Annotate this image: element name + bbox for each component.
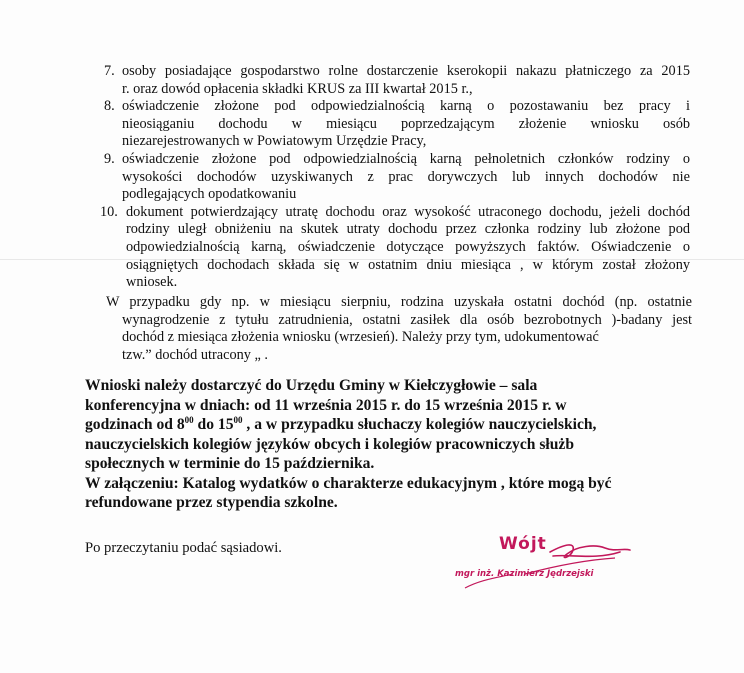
list-item [104, 151, 690, 204]
list-item-number: 7. [104, 63, 115, 79]
list-item [104, 98, 690, 151]
paragraph-line: dochód z miesiąca złożenia wniosku (wrzesień). Należy przy tym, udokumentować [122, 329, 599, 346]
list-item-line: osoby posiadające gospodarstwo rolne dostarczenie kserokopii nakazu płatniczego za 2015 [122, 63, 690, 79]
list-item-line: niezarejestrowanych w Powiatowym Urzędzie Pracy, [122, 133, 427, 150]
list-item-line: nieosiąganiu dochodu w miesiącu poprzedzającym złożenie wniosku osób [122, 115, 690, 132]
list-item-number: 10. [100, 203, 118, 220]
list-item-number: 9. [104, 150, 115, 167]
example-paragraph [106, 294, 692, 364]
notice-line [85, 415, 695, 435]
list-item-line: rodziny uległ obniżeniu na skutek utraty dochodu przez członka rodziny lub złożone pod [126, 221, 690, 238]
time-superscript: 00 [233, 415, 243, 425]
notice-line: społecznych w terminie do 15 października. [85, 455, 375, 472]
list-item-line: podlegających opodatkowaniu [122, 186, 297, 203]
list-item-line: wysokości dochodów uzyskiwanych z prac dorywczych lub innych dochodów nie [122, 168, 690, 185]
closing-note: Po przeczytaniu podać sąsiadowi. [85, 540, 282, 556]
notice-line: konferencyjna w dniach: od 11 września 2015 r. do 15 września 2015 r. w [85, 396, 567, 414]
notice-text: godzinach od 8 [85, 416, 185, 433]
paragraph-line: W przypadku gdy np. w miesiącu sierpniu, rodzina uzyskała ostatni dochód (np. ostatnie [106, 294, 692, 310]
requirements-list [100, 63, 690, 292]
signature-stamp [455, 530, 645, 600]
paragraph-line: tzw.” dochód utracony „ . [122, 346, 268, 363]
notice-line: Wnioski należy dostarczyć do Urzędu Gminy w Kiełczygłowie – sala [85, 377, 538, 394]
paragraph-line: wynagrodzenie z tytułu zatrudnienia, ostatni zasiłek dla osób bezrobotnych )-badany jest [122, 311, 692, 328]
time-superscript: 00 [184, 415, 194, 425]
list-item-line: oświadczenie złożone pod odpowiedzialnością karną pełnoletnich członków rodziny o [122, 150, 690, 167]
submission-notice [85, 376, 695, 513]
stamp-title: Wójt [499, 534, 547, 554]
list-item-line: oświadczenie złożone pod odpowiedzialnością karną o pozostawaniu bez pracy i [122, 98, 690, 115]
list-item-line: osiągniętych dochodach składa się w ostatnim dniu miesiąca , w którym został złożony [126, 256, 690, 273]
notice-text: do 15 [193, 416, 234, 433]
notice-line: nauczycielskich kolegiów języków obcych i kolegiów pracowniczych służb [85, 435, 575, 453]
notice-text: , a w przypadku słuchaczy kolegiów nauczycielskich, [242, 416, 597, 433]
notice-line: W załączeniu: Katalog wydatków o charakterze edukacyjnym , które mogą być [85, 474, 612, 492]
notice-line: refundowane przez stypendia szkolne. [85, 494, 338, 511]
list-item [100, 203, 690, 292]
list-item-line: odpowiedzialnością karną, oświadczenie dotyczące powyższych faktów. Oświadczenie o [126, 238, 690, 255]
list-item-line: wniosek. [126, 274, 178, 291]
stamp-name: mgr inż. Kazimierz Jędrzejski [455, 569, 594, 579]
list-item [104, 63, 690, 98]
list-item-line: r. oraz dowód opłacenia składki KRUS za III kwartał 2015 r., [122, 80, 473, 97]
handwritten-signature [455, 530, 645, 600]
list-item-line: dokument potwierdzający utratę dochodu oraz wysokość utraconego dochodu, jeżeli dochód [126, 203, 690, 220]
list-item-number: 8. [104, 98, 115, 115]
